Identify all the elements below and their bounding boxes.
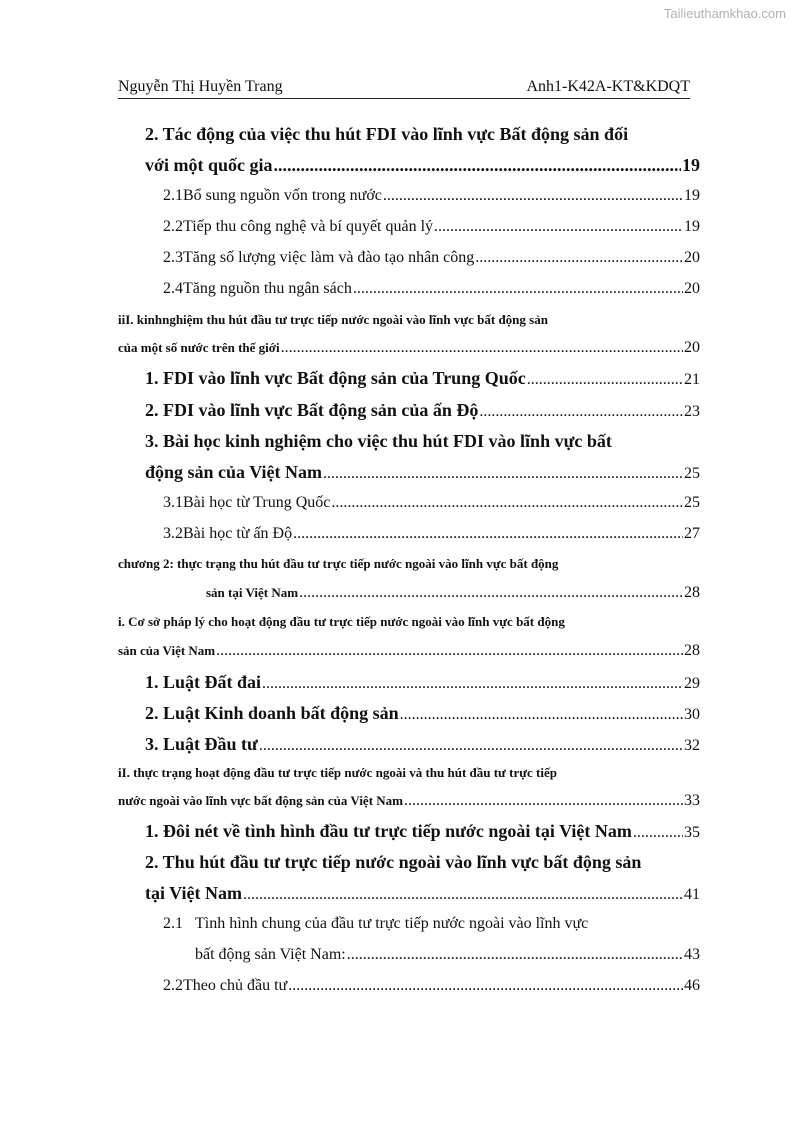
page-number: 20 (684, 249, 700, 266)
page-number: 20 (684, 280, 700, 297)
header-class: Anh1-K42A-KT&KDQT (526, 78, 690, 95)
toc-entry[interactable]: sản tại Việt Nam ..... 28 (206, 584, 700, 602)
toc-entry[interactable]: i. Cơ sở pháp lý cho hoạt động đầu tư trực tiếp nước ngoài vào lĩnh vực bất động (118, 614, 565, 629)
toc-entry[interactable]: 2.4 Tăng nguồn thu ngân sách ..... 20 (163, 280, 700, 298)
toc-entry[interactable]: 2.3 Tăng số lượng việc làm và đào tạo nhân công ..... 20 (163, 249, 700, 267)
toc-entry[interactable]: 2. FDI vào lĩnh vực Bất động sản của ấn Độ ..... 23 (145, 400, 700, 421)
leader-dots (347, 946, 683, 964)
toc-entry[interactable]: 2.2 Tiếp thu công nghệ và bí quyết quản lý ..... 19 (163, 218, 700, 236)
toc-entry[interactable]: 1. Đôi nét về tình hình đầu tư trực tiếp nước ngoài tại Việt Nam ..... 35 (145, 821, 700, 842)
leader-dots (281, 339, 683, 357)
leader-dots (262, 675, 683, 693)
leader-dots (404, 792, 683, 810)
page-number: 28 (684, 642, 700, 659)
toc-entry[interactable]: chương 2: thực trạng thu hút đầu tư trực tiếp nước ngoài vào lĩnh vực bất động (118, 556, 559, 571)
page-number: 19 (682, 155, 700, 175)
header-author: Nguyễn Thị Huyền Trang (118, 78, 283, 95)
leader-dots (243, 886, 683, 904)
leader-dots (323, 465, 683, 483)
page-number: 21 (684, 371, 700, 388)
toc-entry[interactable]: 2.1 Bổ sung nguồn vốn trong nước ..... 19 (163, 187, 700, 205)
page-number: 19 (684, 187, 700, 204)
toc-entry[interactable]: 2. Tác động của việc thu hút FDI vào lĩnh vực Bất động sản đối (145, 124, 629, 144)
toc-entry[interactable]: 1. Luật Đất đai ..... 29 (145, 672, 700, 693)
page-number: 25 (684, 494, 700, 511)
page-number: 46 (684, 977, 700, 994)
toc-entry[interactable]: của một số nước trên thế giới ..... 20 (118, 339, 700, 357)
page-number: 35 (684, 824, 700, 841)
page-number: 41 (684, 886, 700, 903)
leader-dots (353, 280, 683, 298)
toc-entry[interactable]: nước ngoài vào lĩnh vực bất động sản của Việt Nam ..... 33 (118, 792, 700, 810)
toc-entry[interactable]: tại Việt Nam ..... 41 (145, 883, 700, 904)
leader-dots (475, 249, 683, 267)
toc-entry[interactable]: 3. Luật Đầu tư ..... 32 (145, 734, 700, 755)
leader-dots (288, 977, 683, 995)
toc-entry[interactable]: sản của Việt Nam ..... 28 (118, 642, 700, 660)
leader-dots (216, 642, 683, 660)
leader-dots (331, 494, 683, 512)
toc-entry[interactable]: động sản của Việt Nam ..... 25 (145, 462, 700, 483)
page-number: 19 (684, 218, 700, 235)
toc-entry[interactable]: 2.2 Theo chủ đầu tư ..... 46 (163, 977, 700, 995)
page-number: 28 (684, 584, 700, 601)
page-number: 30 (684, 706, 700, 723)
page-number: 27 (684, 525, 700, 542)
page-number: 23 (684, 403, 700, 420)
toc-entry[interactable]: 2.1 Tình hình chung của đầu tư trực tiếp nước ngoài vào lĩnh vực (163, 915, 589, 932)
leader-dots (259, 737, 683, 755)
toc-entry[interactable]: 2. Luật Kinh doanh bất động sản ..... 30 (145, 703, 700, 724)
toc-entry[interactable]: 3.2 Bài học từ ấn Độ ..... 27 (163, 525, 700, 543)
toc-entry[interactable]: 3. Bài học kinh nghiệm cho việc thu hút FDI vào lĩnh vực bất (145, 431, 612, 451)
leader-dots (299, 584, 683, 602)
leader-dots (479, 403, 683, 421)
toc-entry[interactable]: với một quốc gia ..... 19 (145, 155, 700, 176)
toc-entry[interactable]: iiI. kinhnghiệm thu hút đầu tư trực tiếp nước ngoài vào lĩnh vực bất động sản (118, 312, 548, 327)
toc-entry[interactable]: 3.1 Bài học từ Trung Quốc ..... 25 (163, 494, 700, 512)
page-number: 25 (684, 465, 700, 482)
page-number: 33 (684, 792, 700, 809)
page-number: 32 (684, 737, 700, 754)
toc-entry[interactable]: 2. Thu hút đầu tư trực tiếp nước ngoài vào lĩnh vực bất động sản (145, 852, 642, 872)
page-number: 43 (684, 946, 700, 963)
leader-dots (633, 824, 683, 842)
toc-entry[interactable]: iI. thực trạng hoạt động đầu tư trực tiếp nước ngoài và thu hút đầu tư trực tiếp (118, 765, 557, 780)
page-number: 29 (684, 675, 700, 692)
leader-dots (400, 706, 683, 724)
leader-dots (273, 155, 681, 176)
leader-dots (293, 525, 683, 543)
leader-dots (527, 371, 683, 389)
page-number: 20 (684, 339, 700, 356)
watermark: Tailieuthamkhao.com (663, 6, 786, 21)
leader-dots (383, 187, 683, 205)
toc-entry[interactable]: bất động sản Việt Nam: ..... 43 (195, 946, 700, 964)
toc-entry[interactable]: 1. FDI vào lĩnh vực Bất động sản của Trung Quốc ..... 21 (145, 368, 700, 389)
leader-dots (434, 218, 683, 236)
